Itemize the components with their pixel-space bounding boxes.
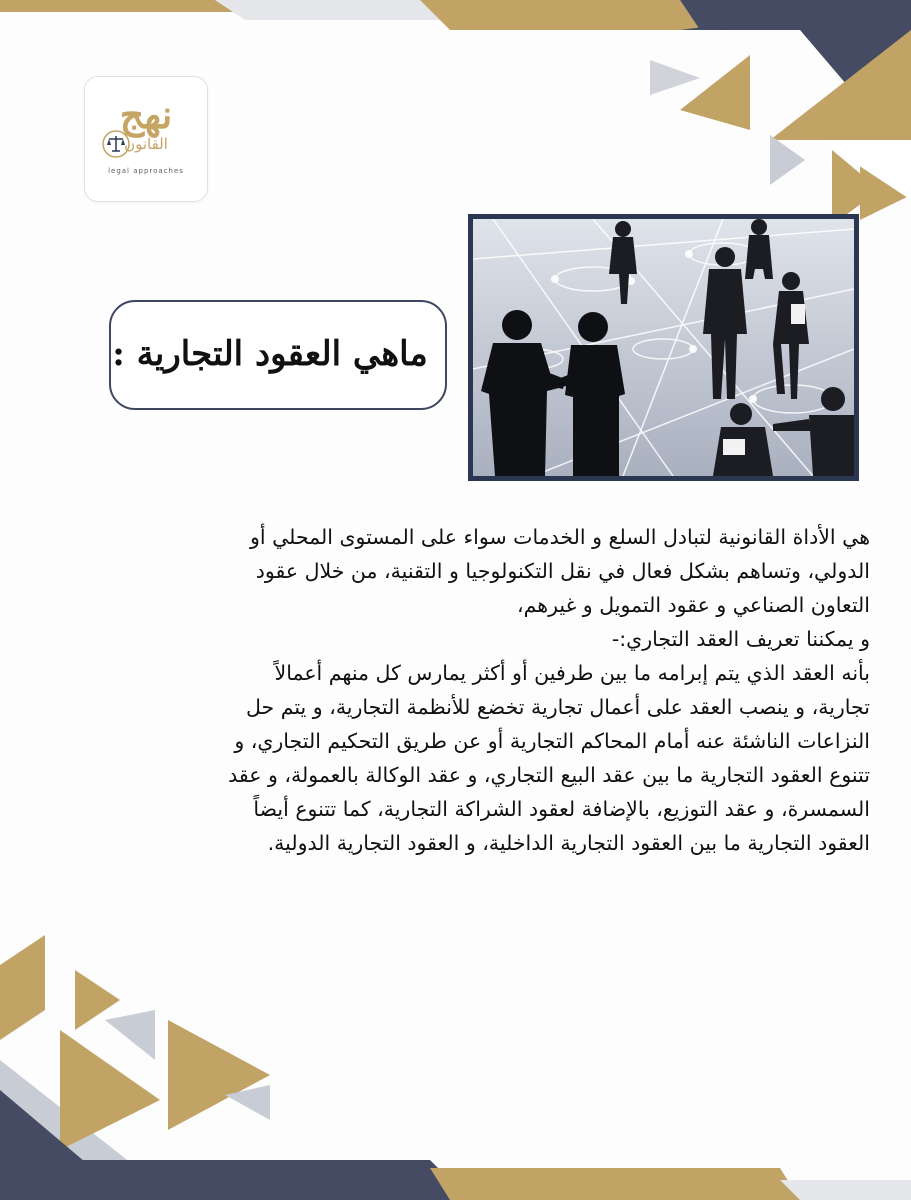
top-gold-band [0,0,245,12]
gold-triangle-right-2 [680,55,750,130]
gray-triangle-bottom-1 [105,1010,155,1060]
top-gray-band [215,0,450,20]
body-line: التعاون الصناعي و عقود التمويل و غيرهم، [517,593,870,617]
scales-of-justice-icon [101,129,131,159]
logo-subtitle: القانون [124,135,168,153]
bottom-gray-band [780,1180,911,1200]
bottom-gold-band [430,1168,800,1200]
body-line: السمسرة، و عقد التوزيع، بالإضافة لعقود الشراكة التجارية، كما تتنوع أيضاً [253,797,870,821]
body-line: النزاعات الناشئة عنه أمام المحاكم التجارية أو عن طريق التحكيم التجاري، و [234,729,870,753]
gold-triangle-bottom-4 [168,1020,270,1130]
logo [84,76,208,202]
body-line: بأنه العقد الذي يتم إبرامه ما بين طرفين أو أكثر يمارس كل منهم أعمالاً [274,661,870,685]
body-text [150,520,870,860]
body-line: هي الأداة القانونية لتبادل السلع و الخدمات سواء على المستوى المحلي أو [249,525,870,549]
top-gold-band-2 [420,0,700,30]
gray-triangle-right-2 [770,135,805,185]
heading-box [109,300,447,410]
body-line: تتنوع العقود التجارية ما بين عقد البيع التجاري، و عقد الوكالة بالعمولة، و عقد [228,763,870,787]
body-line: الدولي، وتساهم بشكل فعال في نقل التكنولوجيا و التقنية، من خلال عقود [255,559,870,583]
page-title: ماهي العقود التجارية : [112,334,428,374]
logo-tagline: legal approaches [108,167,184,175]
body-line: العقود التجارية ما بين العقود التجارية الداخلية، و العقود التجارية الدولية. [267,831,870,855]
photo-illustration [473,219,854,476]
logo-mark: نهج [119,92,173,137]
body-line: و يمكننا تعريف العقد التجاري:- [611,627,870,651]
body-line: تجارية، و ينصب العقد على أعمال تجارية تخضع للأنظمة التجارية، و يتم حل [246,695,870,719]
business-handshake-photo [468,214,859,481]
bottom-navy-band [0,1160,470,1200]
gray-triangle-right-1 [650,60,700,95]
gold-triangle-bottom-1 [0,935,45,1040]
